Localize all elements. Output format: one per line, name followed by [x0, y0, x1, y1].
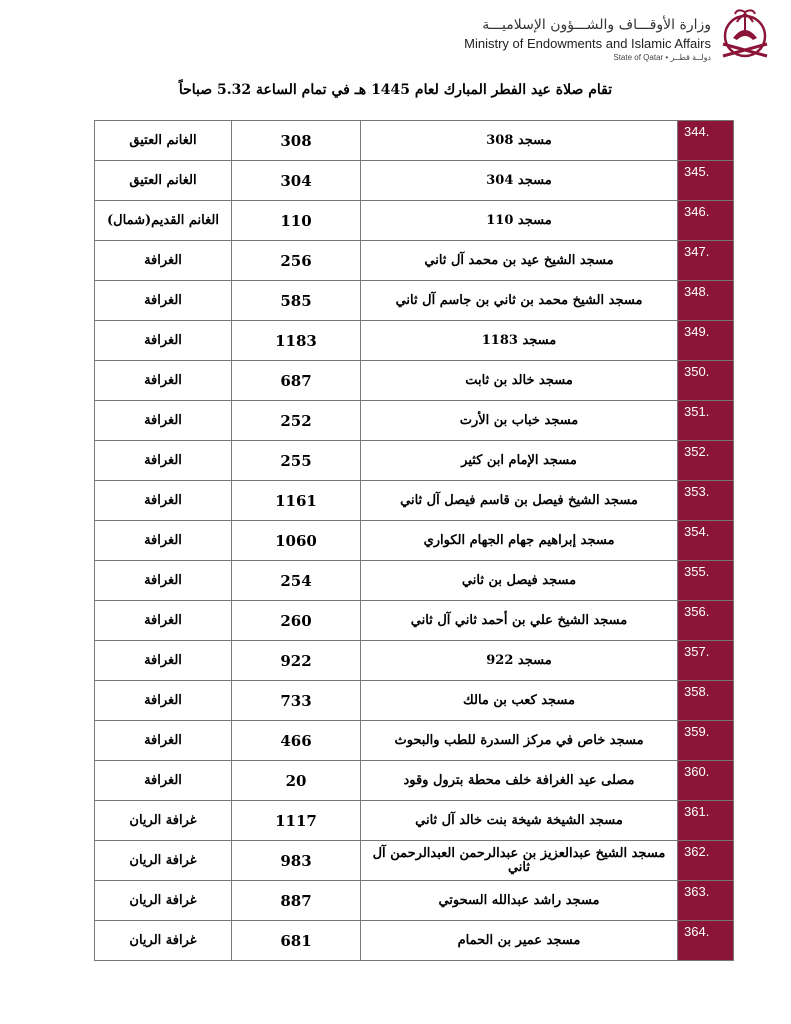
cell-mosque-number: 983: [232, 841, 361, 881]
cell-mosque-name: مسجد الشيخ علي بن أحمد ثاني آل ثاني: [361, 601, 678, 641]
cell-index: 345.: [678, 161, 734, 201]
cell-index: 361.: [678, 801, 734, 841]
cell-index: 358.: [678, 681, 734, 721]
cell-area: الغرافة: [95, 681, 232, 721]
table-row: [95, 321, 734, 361]
table-row: [95, 521, 734, 561]
cell-area: غرافة الريان: [95, 801, 232, 841]
cell-index: 349.: [678, 321, 734, 361]
cell-index: 364.: [678, 921, 734, 961]
cell-area: الغرافة: [95, 241, 232, 281]
cell-mosque-number: 260: [232, 601, 361, 641]
cell-mosque-number: 1183: [232, 321, 361, 361]
cell-mosque-name: مسجد فيصل بن ثاني: [361, 561, 678, 601]
cell-index: 352.: [678, 441, 734, 481]
cell-mosque-name: مسجد 308: [361, 121, 678, 161]
table-row: [95, 881, 734, 921]
cell-index: 344.: [678, 121, 734, 161]
cell-index: 360.: [678, 761, 734, 801]
cell-area: الغرافة: [95, 761, 232, 801]
table-row: [95, 921, 734, 961]
cell-area: الغرافة: [95, 601, 232, 641]
cell-area: الغرافة: [95, 561, 232, 601]
cell-index: 359.: [678, 721, 734, 761]
cell-mosque-name: مسجد الإمام ابن كثير: [361, 441, 678, 481]
ministry-name-english: Ministry of Endowments and Islamic Affairs: [464, 36, 711, 51]
cell-mosque-number: 254: [232, 561, 361, 601]
cell-mosque-number: 687: [232, 361, 361, 401]
table-row: [95, 721, 734, 761]
table-row: [95, 401, 734, 441]
cell-mosque-name: مسجد الشيخ عبدالعزيز بن عبدالرحمن العبدالرحمن آل ثاني: [361, 841, 678, 881]
cell-mosque-number: 304: [232, 161, 361, 201]
cell-area: الغرافة: [95, 441, 232, 481]
cell-mosque-number: 1060: [232, 521, 361, 561]
cell-mosque-name: مسجد إبراهيم جهام الجهام الكواري: [361, 521, 678, 561]
cell-index: 350.: [678, 361, 734, 401]
page-title: تقام صلاة عيد الفطر المبارك لعام 1445 هـ في تمام الساعة 5.32 صباحاً: [178, 82, 613, 98]
cell-mosque-name: مسجد 1183: [361, 321, 678, 361]
cell-area: الغرافة: [95, 481, 232, 521]
state-label: State of Qatar • دولــة قطــر: [613, 53, 711, 62]
qatar-emblem-icon: [717, 4, 773, 64]
page-header: [0, 0, 791, 80]
cell-mosque-name: مسجد 304: [361, 161, 678, 201]
cell-mosque-name: مسجد الشيخة شيخة بنت خالد آل ثاني: [361, 801, 678, 841]
cell-mosque-number: 585: [232, 281, 361, 321]
table-row: [95, 641, 734, 681]
cell-mosque-number: 308: [232, 121, 361, 161]
cell-mosque-name: مسجد خالد بن ثابت: [361, 361, 678, 401]
cell-index: 353.: [678, 481, 734, 521]
cell-mosque-number: 255: [232, 441, 361, 481]
cell-mosque-number: 256: [232, 241, 361, 281]
cell-area: الغرافة: [95, 321, 232, 361]
cell-area: الغرافة: [95, 521, 232, 561]
cell-index: 354.: [678, 521, 734, 561]
cell-area: غرافة الريان: [95, 881, 232, 921]
cell-area: الغرافة: [95, 721, 232, 761]
cell-area: الغرافة: [95, 641, 232, 681]
cell-index: 355.: [678, 561, 734, 601]
table-row: [95, 121, 734, 161]
cell-mosque-name: مسجد 922: [361, 641, 678, 681]
table-row: [95, 681, 734, 721]
cell-mosque-name: مسجد الشيخ فيصل بن قاسم فيصل آل ثاني: [361, 481, 678, 521]
table-row: [95, 601, 734, 641]
cell-area: الغرافة: [95, 281, 232, 321]
table-row: [95, 441, 734, 481]
cell-area: غرافة الريان: [95, 841, 232, 881]
table-row: [95, 841, 734, 881]
cell-area: غرافة الريان: [95, 921, 232, 961]
ministry-name-arabic: وزارة الأوقـــاف والشـــؤون الإسلاميـــة: [482, 17, 711, 33]
cell-mosque-number: 681: [232, 921, 361, 961]
cell-index: 348.: [678, 281, 734, 321]
cell-mosque-number: 1117: [232, 801, 361, 841]
table-row: [95, 201, 734, 241]
cell-area: الغرافة: [95, 401, 232, 441]
table-row: [95, 561, 734, 601]
cell-area: الغانم القديم(شمال): [95, 201, 232, 241]
cell-index: 346.: [678, 201, 734, 241]
cell-mosque-name: مسجد كعب بن مالك: [361, 681, 678, 721]
cell-mosque-name: مصلى عيد الغرافة خلف محطة بترول وقود: [361, 761, 678, 801]
cell-mosque-name: مسجد 110: [361, 201, 678, 241]
cell-mosque-name: مسجد راشد عبدالله السحوتي: [361, 881, 678, 921]
cell-index: 347.: [678, 241, 734, 281]
table-row: [95, 481, 734, 521]
cell-mosque-number: 1161: [232, 481, 361, 521]
table-row: [95, 241, 734, 281]
table-row: [95, 761, 734, 801]
cell-mosque-name: مسجد الشيخ عيد بن محمد آل ثاني: [361, 241, 678, 281]
cell-mosque-number: 733: [232, 681, 361, 721]
ministry-logo-text: [464, 15, 711, 64]
table-row: [95, 281, 734, 321]
cell-mosque-number: 887: [232, 881, 361, 921]
cell-index: 351.: [678, 401, 734, 441]
cell-index: 357.: [678, 641, 734, 681]
cell-mosque-number: 252: [232, 401, 361, 441]
cell-mosque-number: 20: [232, 761, 361, 801]
cell-index: 356.: [678, 601, 734, 641]
cell-area: الغانم العتيق: [95, 161, 232, 201]
cell-mosque-name: مسجد عمير بن الحمام: [361, 921, 678, 961]
cell-index: 363.: [678, 881, 734, 921]
table-row: [95, 361, 734, 401]
cell-mosque-name: مسجد الشيخ محمد بن ثاني بن جاسم آل ثاني: [361, 281, 678, 321]
cell-area: الغرافة: [95, 361, 232, 401]
table-row: [95, 801, 734, 841]
cell-mosque-name: مسجد خاص في مركز السدرة للطب والبحوث: [361, 721, 678, 761]
cell-mosque-number: 466: [232, 721, 361, 761]
table-row: [95, 161, 734, 201]
cell-area: الغانم العتيق: [95, 121, 232, 161]
cell-mosque-number: 922: [232, 641, 361, 681]
cell-mosque-name: مسجد خباب بن الأرت: [361, 401, 678, 441]
cell-index: 362.: [678, 841, 734, 881]
mosque-table: [94, 120, 711, 961]
cell-mosque-number: 110: [232, 201, 361, 241]
